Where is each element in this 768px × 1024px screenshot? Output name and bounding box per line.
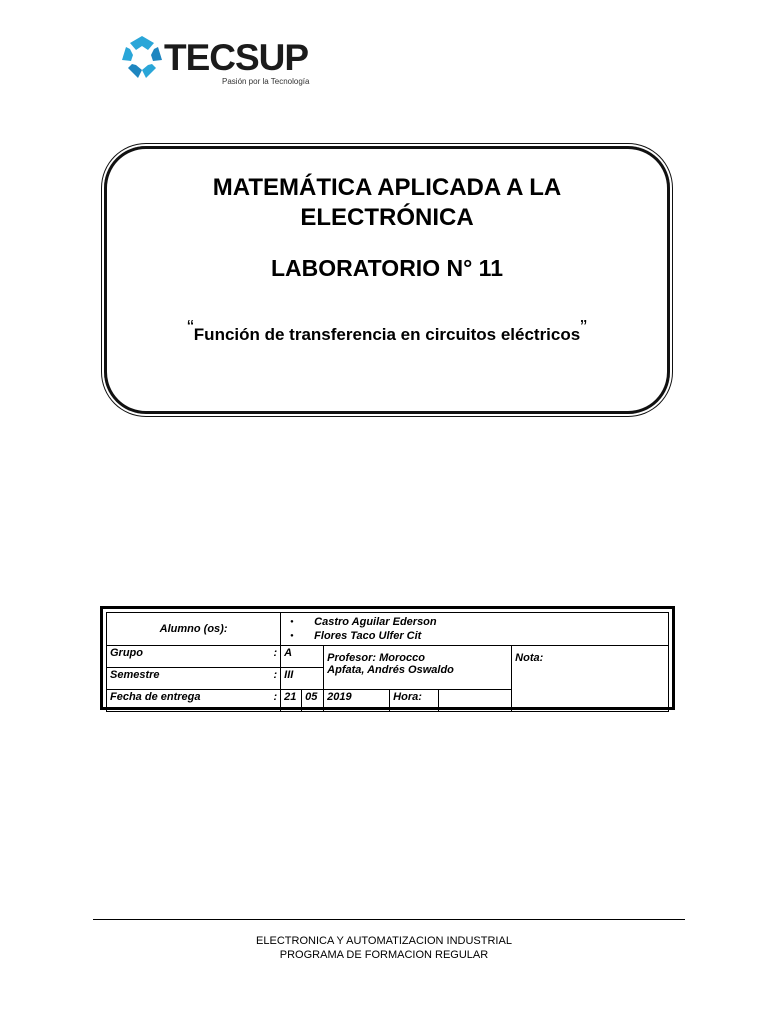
lab-subtitle-text: Función de transferencia en circuitos eléctricos [193,325,581,344]
professor-line1: Profesor: Morocco [327,652,425,664]
lab-number: LABORATORIO N° 11 [271,255,503,281]
professor-line2: Apfata, Andrés Oswaldo [327,664,454,676]
course-title-line1: MATEMÁTICA APLICADA A LA [212,174,562,201]
lab-subtitle [107,317,667,345]
hour-value [439,690,512,712]
semester-label: Semestre [107,668,271,690]
title-box [104,146,670,414]
students-cell [281,613,669,646]
group-colon: : [271,646,281,668]
group-value: A [281,646,324,668]
date-label: Fecha de entrega [107,690,271,712]
students-list [284,615,665,643]
course-title [107,173,667,233]
grade-label: Nota: [515,652,544,664]
footer [0,934,768,962]
semester-value: III [281,668,324,690]
grade-cell [512,646,669,712]
professor-cell [324,646,512,690]
course-title-line2: ELECTRÓNICA [300,204,474,231]
logo-tagline: Pasión por la Tecnología [222,77,310,86]
date-year: 2019 [324,690,390,712]
student-info-table [100,606,675,710]
footer-line1: ELECTRONICA Y AUTOMATIZACION INDUSTRIAL [256,935,512,947]
semester-colon: : [271,668,281,690]
date-colon: : [271,690,281,712]
tecsup-logo [120,34,320,90]
date-month: 05 [302,690,324,712]
date-day: 21 [281,690,302,712]
student-item: ● Castro Aguilar Ederson [314,615,665,629]
hour-label: Hora: [390,690,439,712]
footer-divider [93,919,685,920]
student-item: ● Flores Taco Ulfer Cit [314,629,665,643]
open-quote: “ [187,317,194,339]
logo-wordmark: TECSUP [164,37,309,78]
students-label: Alumno (os): [107,613,281,646]
group-label: Grupo [107,646,271,668]
footer-line2: PROGRAMA DE FORMACION REGULAR [279,949,489,961]
tecsup-emblem-icon [120,34,164,82]
close-quote: ” [580,317,587,339]
